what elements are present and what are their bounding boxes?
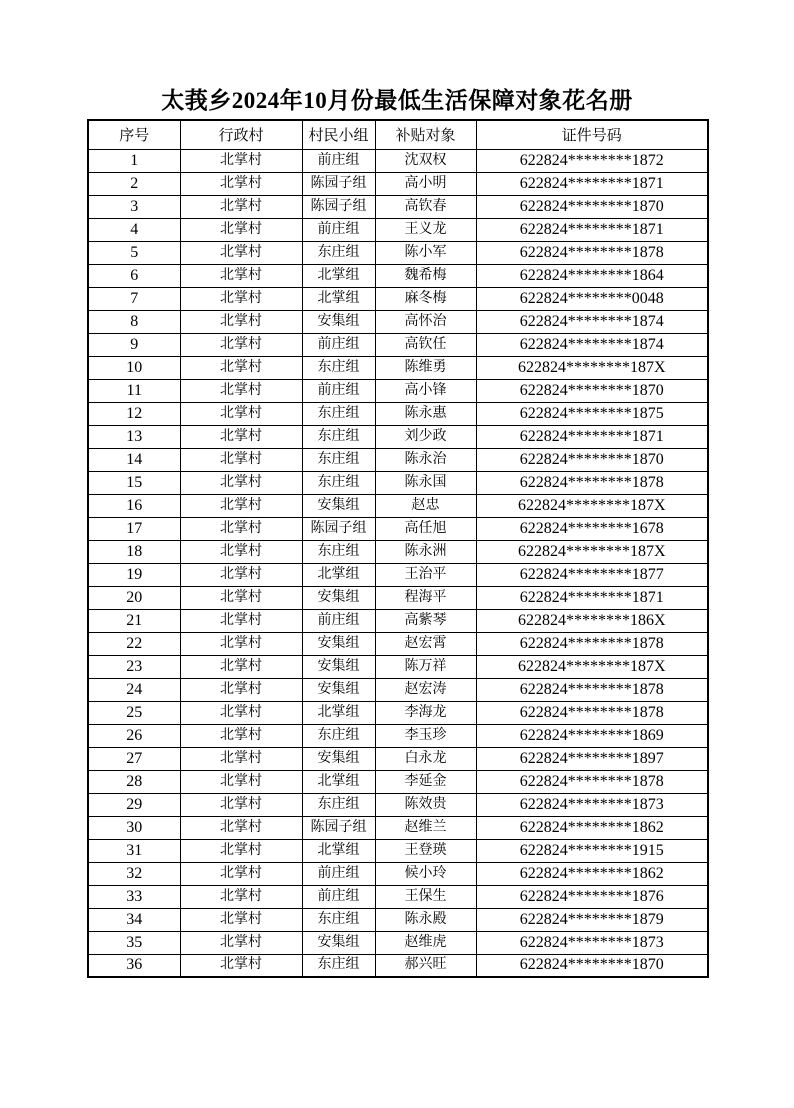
- cell-village: 北掌村: [180, 885, 302, 908]
- cell-group: 陈园子组: [302, 195, 375, 218]
- cell-index: 28: [88, 770, 180, 793]
- cell-id-number: 622824********1879: [476, 908, 708, 931]
- cell-village: 北掌村: [180, 609, 302, 632]
- table-row: [88, 885, 708, 908]
- cell-id-number: 622824********1873: [476, 931, 708, 954]
- cell-village: 北掌村: [180, 632, 302, 655]
- cell-index: 20: [88, 586, 180, 609]
- table-row: [88, 816, 708, 839]
- cell-recipient: 陈效贵: [375, 793, 476, 816]
- table-row: [88, 586, 708, 609]
- cell-village: 北掌村: [180, 195, 302, 218]
- cell-group: 北掌组: [302, 563, 375, 586]
- table-row: [88, 218, 708, 241]
- cell-index: 6: [88, 264, 180, 287]
- cell-village: 北掌村: [180, 287, 302, 310]
- table-row: [88, 195, 708, 218]
- cell-recipient: 高怀治: [375, 310, 476, 333]
- cell-id-number: 622824********1862: [476, 862, 708, 885]
- cell-recipient: 赵维兰: [375, 816, 476, 839]
- cell-group: 北掌组: [302, 701, 375, 724]
- table-row: [88, 379, 708, 402]
- table-row: [88, 655, 708, 678]
- cell-recipient: 陈永洲: [375, 540, 476, 563]
- cell-id-number: 622824********1869: [476, 724, 708, 747]
- cell-village: 北掌村: [180, 954, 302, 977]
- table-row: [88, 287, 708, 310]
- cell-group: 安集组: [302, 310, 375, 333]
- cell-index: 5: [88, 241, 180, 264]
- cell-group: 安集组: [302, 494, 375, 517]
- cell-id-number: 622824********1871: [476, 586, 708, 609]
- cell-group: 安集组: [302, 632, 375, 655]
- table-row: [88, 494, 708, 517]
- cell-index: 17: [88, 517, 180, 540]
- column-header-village: 行政村: [180, 120, 302, 149]
- cell-village: 北掌村: [180, 724, 302, 747]
- cell-group: 北掌组: [302, 287, 375, 310]
- cell-village: 北掌村: [180, 379, 302, 402]
- cell-id-number: 622824********187X: [476, 540, 708, 563]
- table-row: [88, 839, 708, 862]
- cell-village: 北掌村: [180, 494, 302, 517]
- cell-recipient: 高钦春: [375, 195, 476, 218]
- cell-index: 1: [88, 149, 180, 172]
- cell-id-number: 622824********1915: [476, 839, 708, 862]
- cell-group: 东庄组: [302, 908, 375, 931]
- cell-group: 东庄组: [302, 425, 375, 448]
- cell-id-number: 622824********1877: [476, 563, 708, 586]
- cell-index: 32: [88, 862, 180, 885]
- cell-group: 前庄组: [302, 885, 375, 908]
- cell-index: 10: [88, 356, 180, 379]
- cell-id-number: 622824********187X: [476, 494, 708, 517]
- roster-table: [87, 119, 709, 978]
- cell-group: 前庄组: [302, 862, 375, 885]
- table-row: [88, 471, 708, 494]
- table-row: [88, 310, 708, 333]
- cell-group: 前庄组: [302, 333, 375, 356]
- column-header-group: 村民小组: [302, 120, 375, 149]
- table-row: [88, 356, 708, 379]
- table-row: [88, 333, 708, 356]
- cell-group: 东庄组: [302, 448, 375, 471]
- cell-recipient: 陈维勇: [375, 356, 476, 379]
- cell-index: 4: [88, 218, 180, 241]
- cell-index: 2: [88, 172, 180, 195]
- cell-id-number: 622824********1878: [476, 471, 708, 494]
- table-row: [88, 563, 708, 586]
- cell-index: 26: [88, 724, 180, 747]
- cell-group: 东庄组: [302, 954, 375, 977]
- cell-village: 北掌村: [180, 655, 302, 678]
- cell-id-number: 622824********1875: [476, 402, 708, 425]
- cell-index: 25: [88, 701, 180, 724]
- cell-village: 北掌村: [180, 931, 302, 954]
- cell-village: 北掌村: [180, 471, 302, 494]
- cell-recipient: 王义龙: [375, 218, 476, 241]
- table-row: [88, 678, 708, 701]
- table-row: [88, 632, 708, 655]
- cell-index: 33: [88, 885, 180, 908]
- table-row: [88, 540, 708, 563]
- cell-recipient: 候小玲: [375, 862, 476, 885]
- cell-recipient: 高钦任: [375, 333, 476, 356]
- cell-village: 北掌村: [180, 793, 302, 816]
- cell-index: 35: [88, 931, 180, 954]
- table-row: [88, 701, 708, 724]
- cell-village: 北掌村: [180, 540, 302, 563]
- cell-index: 8: [88, 310, 180, 333]
- cell-recipient: 陈永惠: [375, 402, 476, 425]
- cell-group: 陈园子组: [302, 816, 375, 839]
- cell-village: 北掌村: [180, 563, 302, 586]
- cell-village: 北掌村: [180, 310, 302, 333]
- cell-group: 东庄组: [302, 471, 375, 494]
- cell-recipient: 白永龙: [375, 747, 476, 770]
- column-header-id-number: 证件号码: [476, 120, 708, 149]
- cell-id-number: 622824********1862: [476, 816, 708, 839]
- cell-recipient: 赵宏涛: [375, 678, 476, 701]
- cell-village: 北掌村: [180, 517, 302, 540]
- cell-village: 北掌村: [180, 149, 302, 172]
- cell-index: 3: [88, 195, 180, 218]
- table-row: [88, 747, 708, 770]
- cell-index: 19: [88, 563, 180, 586]
- table-row: [88, 448, 708, 471]
- cell-id-number: 622824********1878: [476, 770, 708, 793]
- cell-recipient: 王治平: [375, 563, 476, 586]
- cell-recipient: 高紫琴: [375, 609, 476, 632]
- cell-recipient: 赵维虎: [375, 931, 476, 954]
- table-row: [88, 724, 708, 747]
- cell-id-number: 622824********1897: [476, 747, 708, 770]
- cell-group: 东庄组: [302, 356, 375, 379]
- cell-recipient: 陈永殿: [375, 908, 476, 931]
- cell-recipient: 赵忠: [375, 494, 476, 517]
- cell-village: 北掌村: [180, 747, 302, 770]
- table-row: [88, 793, 708, 816]
- column-header-recipient: 补贴对象: [375, 120, 476, 149]
- cell-recipient: 刘少政: [375, 425, 476, 448]
- cell-id-number: 622824********1878: [476, 678, 708, 701]
- cell-recipient: 王登瑛: [375, 839, 476, 862]
- cell-id-number: 622824********1874: [476, 333, 708, 356]
- table-header-row: [88, 120, 708, 149]
- cell-index: 21: [88, 609, 180, 632]
- table-row: [88, 954, 708, 977]
- cell-id-number: 622824********1864: [476, 264, 708, 287]
- cell-index: 12: [88, 402, 180, 425]
- cell-id-number: 622824********1874: [476, 310, 708, 333]
- cell-recipient: 陈万祥: [375, 655, 476, 678]
- cell-id-number: 622824********1878: [476, 632, 708, 655]
- cell-recipient: 李玉珍: [375, 724, 476, 747]
- cell-index: 9: [88, 333, 180, 356]
- cell-group: 前庄组: [302, 218, 375, 241]
- cell-group: 北掌组: [302, 839, 375, 862]
- cell-id-number: 622824********1873: [476, 793, 708, 816]
- cell-group: 北掌组: [302, 264, 375, 287]
- cell-village: 北掌村: [180, 448, 302, 471]
- cell-id-number: 622824********186X: [476, 609, 708, 632]
- cell-id-number: 622824********1876: [476, 885, 708, 908]
- cell-index: 27: [88, 747, 180, 770]
- cell-id-number: 622824********187X: [476, 655, 708, 678]
- cell-index: 14: [88, 448, 180, 471]
- cell-group: 东庄组: [302, 793, 375, 816]
- cell-index: 18: [88, 540, 180, 563]
- table-row: [88, 770, 708, 793]
- table-row: [88, 425, 708, 448]
- cell-group: 北掌组: [302, 770, 375, 793]
- cell-index: 7: [88, 287, 180, 310]
- cell-index: 24: [88, 678, 180, 701]
- cell-index: 23: [88, 655, 180, 678]
- cell-recipient: 高任旭: [375, 517, 476, 540]
- cell-group: 东庄组: [302, 540, 375, 563]
- table-row: [88, 149, 708, 172]
- table-row: [88, 517, 708, 540]
- cell-recipient: 李海龙: [375, 701, 476, 724]
- cell-village: 北掌村: [180, 770, 302, 793]
- table-row: [88, 862, 708, 885]
- cell-recipient: 赵宏霄: [375, 632, 476, 655]
- page-title: 太莪乡2024年10月份最低生活保障对象花名册: [161, 88, 633, 113]
- cell-village: 北掌村: [180, 425, 302, 448]
- cell-group: 东庄组: [302, 724, 375, 747]
- cell-group: 陈园子组: [302, 172, 375, 195]
- cell-recipient: 麻冬梅: [375, 287, 476, 310]
- cell-group: 前庄组: [302, 379, 375, 402]
- cell-recipient: 高小锋: [375, 379, 476, 402]
- cell-id-number: 622824********1870: [476, 448, 708, 471]
- cell-group: 安集组: [302, 931, 375, 954]
- cell-village: 北掌村: [180, 264, 302, 287]
- cell-recipient: 程海平: [375, 586, 476, 609]
- cell-village: 北掌村: [180, 402, 302, 425]
- cell-group: 东庄组: [302, 241, 375, 264]
- cell-recipient: 李延金: [375, 770, 476, 793]
- cell-index: 11: [88, 379, 180, 402]
- cell-id-number: 622824********1870: [476, 195, 708, 218]
- cell-recipient: 陈永治: [375, 448, 476, 471]
- table-row: [88, 172, 708, 195]
- cell-id-number: 622824********1870: [476, 379, 708, 402]
- table-row: [88, 241, 708, 264]
- cell-recipient: 沈双权: [375, 149, 476, 172]
- cell-id-number: 622824********1878: [476, 701, 708, 724]
- table-row: [88, 264, 708, 287]
- cell-village: 北掌村: [180, 816, 302, 839]
- cell-recipient: 陈小军: [375, 241, 476, 264]
- table-row: [88, 931, 708, 954]
- cell-village: 北掌村: [180, 356, 302, 379]
- cell-index: 15: [88, 471, 180, 494]
- cell-id-number: 622824********1878: [476, 241, 708, 264]
- cell-recipient: 高小明: [375, 172, 476, 195]
- cell-group: 安集组: [302, 678, 375, 701]
- cell-group: 东庄组: [302, 402, 375, 425]
- cell-recipient: 郝兴旺: [375, 954, 476, 977]
- cell-id-number: 622824********187X: [476, 356, 708, 379]
- cell-group: 安集组: [302, 655, 375, 678]
- cell-village: 北掌村: [180, 678, 302, 701]
- cell-index: 22: [88, 632, 180, 655]
- cell-id-number: 622824********1871: [476, 218, 708, 241]
- table-row: [88, 609, 708, 632]
- cell-id-number: 622824********1870: [476, 954, 708, 977]
- cell-index: 31: [88, 839, 180, 862]
- cell-recipient: 魏希梅: [375, 264, 476, 287]
- column-header-index: 序号: [88, 120, 180, 149]
- cell-group: 安集组: [302, 747, 375, 770]
- cell-id-number: 622824********1871: [476, 172, 708, 195]
- cell-group: 前庄组: [302, 609, 375, 632]
- cell-id-number: 622824********0048: [476, 287, 708, 310]
- cell-village: 北掌村: [180, 701, 302, 724]
- table-body: [88, 149, 708, 977]
- cell-village: 北掌村: [180, 333, 302, 356]
- cell-index: 34: [88, 908, 180, 931]
- cell-village: 北掌村: [180, 586, 302, 609]
- cell-village: 北掌村: [180, 218, 302, 241]
- cell-group: 陈园子组: [302, 517, 375, 540]
- cell-id-number: 622824********1872: [476, 149, 708, 172]
- cell-id-number: 622824********1871: [476, 425, 708, 448]
- cell-village: 北掌村: [180, 172, 302, 195]
- cell-village: 北掌村: [180, 241, 302, 264]
- cell-recipient: 陈永国: [375, 471, 476, 494]
- cell-recipient: 王保生: [375, 885, 476, 908]
- cell-village: 北掌村: [180, 862, 302, 885]
- table-row: [88, 402, 708, 425]
- cell-group: 前庄组: [302, 149, 375, 172]
- cell-index: 29: [88, 793, 180, 816]
- cell-id-number: 622824********1678: [476, 517, 708, 540]
- cell-index: 36: [88, 954, 180, 977]
- cell-index: 30: [88, 816, 180, 839]
- cell-village: 北掌村: [180, 839, 302, 862]
- table-row: [88, 908, 708, 931]
- cell-village: 北掌村: [180, 908, 302, 931]
- cell-index: 16: [88, 494, 180, 517]
- cell-group: 安集组: [302, 586, 375, 609]
- cell-index: 13: [88, 425, 180, 448]
